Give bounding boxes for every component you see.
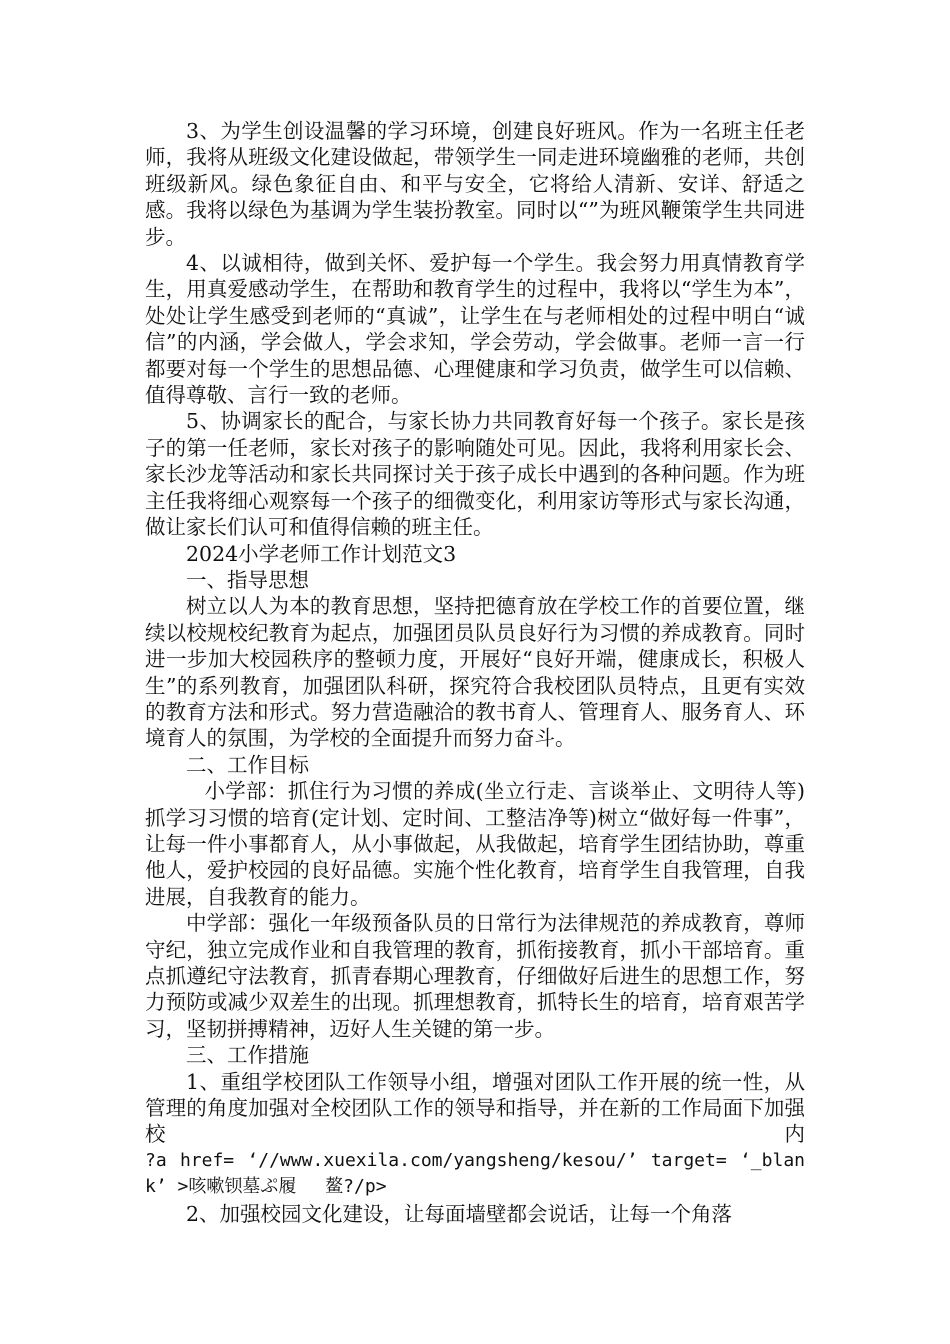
paragraph-measure-1: 1、重组学校团队工作领导小组，增强对团队工作开展的统一性，从管理的角度加强对全校团队工作的领导和指导，并在新的工作局面下加强校内: [145, 1069, 805, 1147]
paragraph-middle-school: 中学部：强化一年级预备队员的日常行为法律规范的养成教育，尊师守纪，独立完成作业和自我管理的教育，抓衔接教育，抓小干部培育。重点抓遵纪守法教育，抓青春期心理教育，仔细做好后进生的思想工作，努力预防或减少双差生的出现。抓理想教育，抓特长生的培育，培育艰苦学习，坚韧拼搏精神，迈好人生关键的第一步。: [145, 911, 805, 1041]
heading-work-measures: 三、工作措施: [186, 1043, 309, 1068]
document-body: [145, 118, 805, 1227]
paragraph-measure-2: 2、加强校园文化建设，让每面墙壁都会说话，让每一个角落: [186, 1201, 733, 1226]
paragraph-parent-cooperation: 5、协调家长的配合，与家长协力共同教育好每一个孩子。家长是孩子的第一任老师，家长对孩子的影响随处可见。因此，我将利用家长会、家长沙龙等活动和家长共同探讨关于孩子成长中遇到的各种问题。作为班主任我将细心观察每一个孩子的细微变化，利用家访等形式与家长沟通，做让家长们认可和值得信赖的班主任。: [145, 409, 805, 540]
heading-guiding-ideology: 一、指导思想: [186, 567, 309, 592]
paragraph-guiding-ideology: 树立以人为本的教育思想，坚持把德育放在学校工作的首要位置，继续以校规校纪教育为起点，加强团员队员良好行为习惯的养成教育。同时进一步加大校园秩序的整顿力度，开展好“良好开端，健康成长，积极人生”的系列教育，加强团队科研，探究符合我校团队员特点，且更有实效的教育方法和形式。努力营造融洽的教书育人、管理育人、服务育人、环境育人的氛围，为学校的全面提升而努力奋斗。: [145, 594, 805, 751]
paragraph-sincerity: 4、以诚相待，做到关怀、爱护每一个学生。我会努力用真情教育学生，用真爱感动学生，在帮助和教育学生的过程中，我将以“学生为本”，处处让学生感受到老师的“真诚”，让学生在与老师相处的过程中明白“诚信”的内涵，学会做人，学会求知，学会劳动，学会做事。老师一言一行都要对每一个学生的思想品德、心理健康和学习负责，做学生可以信赖、值得尊敬、言行一致的老师。: [145, 251, 805, 408]
garbled-link-text: ?a href= ‘//www.xuexila.com/yangsheng/kesou/’ target= ‘_blank’ >咳嗽钡墓ぷ履 鳌?/p>: [145, 1149, 805, 1198]
section-title: 2024小学老师工作计划范文3: [186, 541, 457, 566]
heading-work-goals: 二、工作目标: [186, 752, 309, 777]
paragraph-primary-school: 小学部：抓住行为习惯的养成(坐立行走、言谈举止、文明待人等)抓学习习惯的培育(定计划、定时间、工整洁净等)树立“做好每一件事”，让每一件小事都育人，从小事做起，从我做起，培育学生团结协助，尊重他人，爱护校园的良好品德。实施个性化教育，培育学生自我管理，自我进展，自我教育的能力。: [145, 779, 805, 909]
paragraph-learning-environment: 3、为学生创设温馨的学习环境，创建良好班风。作为一名班主任老师，我将从班级文化建设做起，带领学生一同走进环境幽雅的老师，共创班级新风。绿色象征自由、和平与安全，它将给人清新、安详、舒适之感。我将以绿色为基调为学生装扮教室。同时以“”为班风鞭策学生共同进步。: [145, 119, 805, 249]
